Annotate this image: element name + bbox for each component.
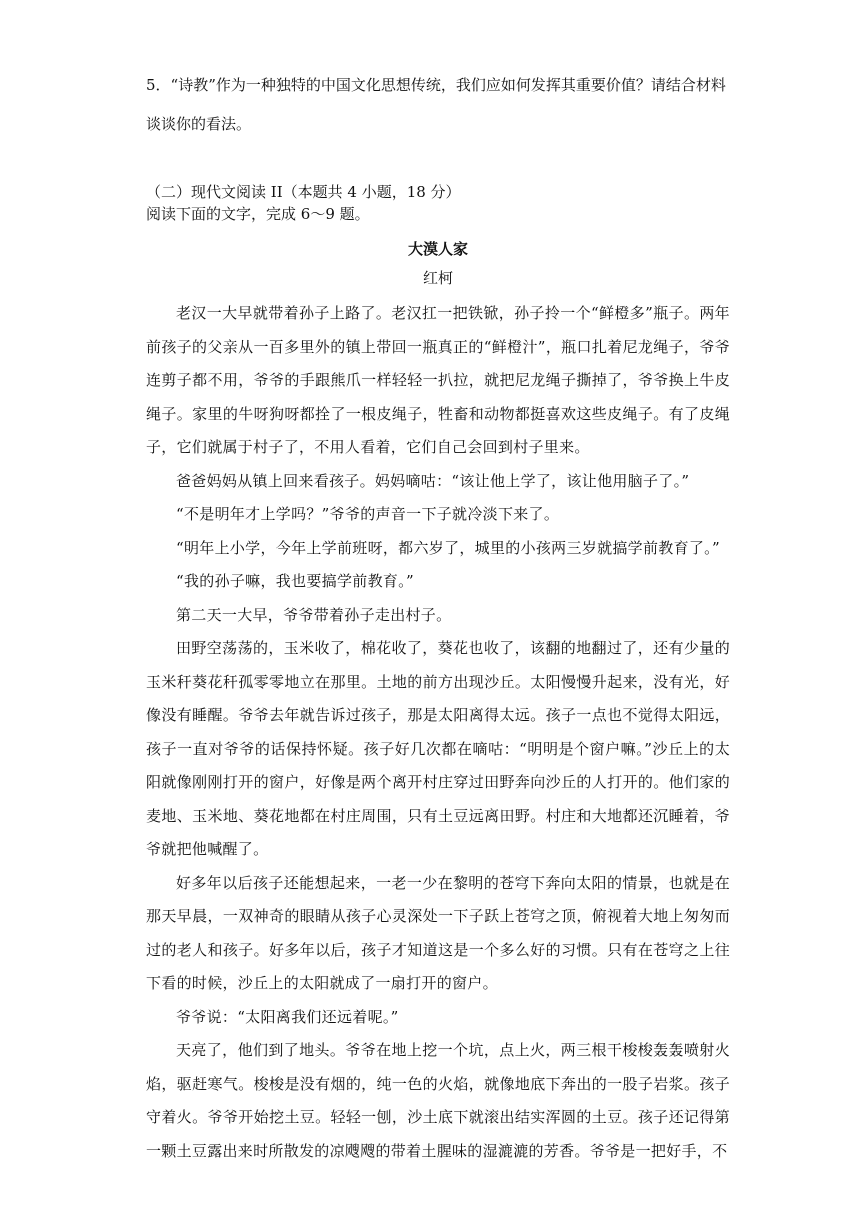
paragraph: “明年上小学，今年上学前班呀，都六岁了，城里的小孩两三岁就搞学前教育了。”: [176, 538, 720, 557]
article-author: 红柯: [422, 269, 453, 287]
paragraph: 爷爷说：“太阳离我们还远着呢。”: [176, 1007, 399, 1026]
section-heading: （二）现代文阅读 II（本题共 4 小题，18 分）: [146, 183, 461, 201]
paragraph: 老汉一大早就带着孙子上路了。老汉扛一把铁锨，孙子拎一个“鲜橙多”瓶子。两年前孩子的父亲从一百多里外的镇上带回一瓶真正的“鲜橙汁”，瓶口扎着尼龙绳子，爷爷连剪子都不用，爷爷的手跟熊爪一样轻轻一扒拉，就把尼龙绳子撕掉了，爷爷换上牛皮绳子。家里的牛呀狗呀都拴了一根皮绳子，牲畜和动物都挺喜欢这些皮绳子。有了皮绳子，它们就属于村子了，不用人看着，它们自己会回到村子里来。: [146, 304, 730, 456]
article-title: 大漠人家: [407, 240, 468, 258]
paragraph: 爸爸妈妈从镇上回来看孩子。妈妈嘀咕：“该让他上学了，该让他用脑子了。”: [176, 471, 690, 490]
reading-section: [146, 181, 730, 225]
question-5: 5．“诗教”作为一种独特的中国文化思想传统，我们应如何发挥其重要价值？请结合材料谈谈你的看法。: [146, 76, 726, 133]
paragraph: “不是明年才上学吗？”爷爷的声音一下子就冷淡下来了。: [176, 505, 560, 523]
paragraph: 好多年以后孩子还能想起来，一老一少在黎明的苍穹下奔向太阳的情景，也就是在那天早晨，一双神奇的眼睛从孩子心灵深处一下子跃上苍穹之顶，俯视着大地上匆匆而过的老人和孩子。好多年以后，孩子才知道这是一个多么好的习惯。只有在苍穹之上往下看的时候，沙丘上的太阳就成了一扇打开的窗户。: [146, 873, 730, 992]
article-body: [146, 297, 730, 1168]
paragraph: 第二天一大早，爷爷带着孙子走出村子。: [176, 605, 452, 624]
paragraph: 田野空荡荡的，玉米收了，棉花收了，葵花也收了，该翻的地翻过了，还有少量的玉米秆葵花秆孤零零地立在那里。土地的前方出现沙丘。太阳慢慢升起来，没有光，好像没有睡醒。爷爷去年就告诉过孩子，那是太阳离得太远。孩子一点也不觉得太阳远，孩子一直对爷爷的话保持怀疑。孩子好几次都在嘀咕：“明明是个窗户嘛。”沙丘上的太阳就像刚刚打开的窗户，好像是两个离开村庄穿过田野奔向沙丘的人打开的。他们家的麦地、玉米地、葵花地都在村庄周围，只有土豆远离田野。村庄和大地都还沉睡着，爷爷就把他喊醒了。: [146, 639, 730, 858]
paragraph: 天亮了，他们到了地头。爷爷在地上挖一个坑，点上火，两三根干梭梭轰轰喷射火焰，驱赶寒气。梭梭是没有烟的，纯一色的火焰，就像地底下奔出的一股子岩浆。孩子守着火。爷爷开始挖土豆。轻轻一刨，沙土底下就滚出结实浑圆的土豆。孩子还记得第一颗土豆露出来时所散发的凉飕飕的带着土腥味的湿漉漉的芳香。爷爷是一把好手，不: [146, 1041, 730, 1160]
paragraph: “我的孙子嘛，我也要搞学前教育。”: [176, 572, 414, 590]
section-instruction: 阅读下面的文字，完成 6～9 题。: [146, 205, 370, 223]
